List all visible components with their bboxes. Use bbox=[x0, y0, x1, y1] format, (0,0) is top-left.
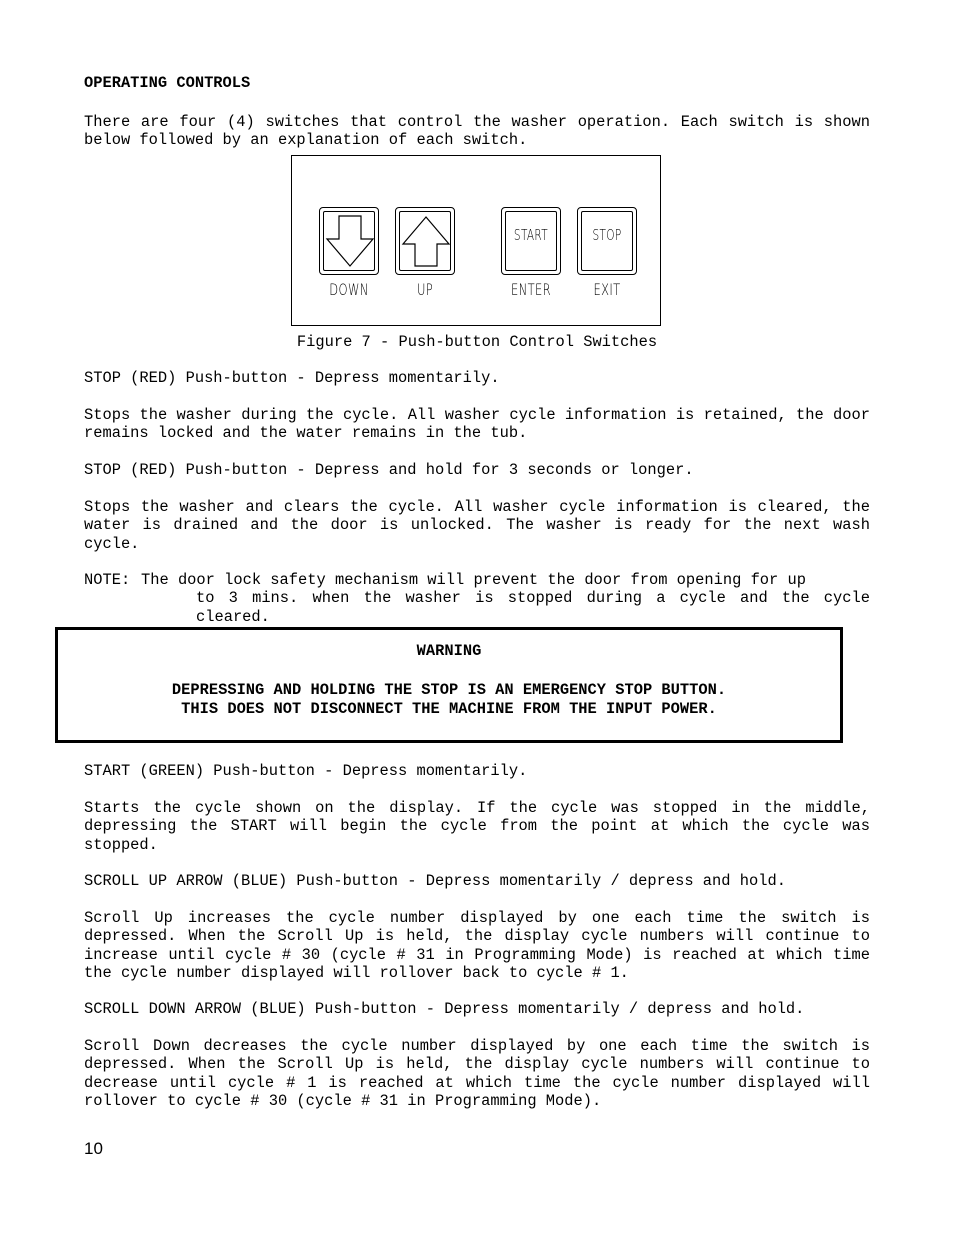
start-button-graphic bbox=[501, 207, 561, 275]
exit-caption: EXIT bbox=[593, 280, 621, 299]
down-button-graphic bbox=[319, 207, 379, 275]
scroll-up-text: Scroll Up increases the cycle number displayed by one each time the switch is depressed. When the Scroll Up is held, the display cycle numbers will continue to increase until cycle # 30 (cycle # 31 in Programming Mode) is reached at which time the cycle number displayed will rollover back to cycle # 1. bbox=[84, 909, 870, 983]
note-line-1: The door lock safety mechanism will prevent the door from opening for up bbox=[141, 571, 806, 589]
stop-button-graphic bbox=[577, 207, 637, 275]
start-heading: START (GREEN) Push-button - Depress momentarily. bbox=[84, 762, 528, 780]
up-button-graphic bbox=[395, 207, 455, 275]
up-arrow-icon bbox=[396, 208, 456, 276]
start-button-face-label: START bbox=[513, 226, 549, 244]
stop-hold-text: Stops the washer and clears the cycle. All washer cycle information is cleared, the water is drained and the door is unlocked. The washer is ready for the next wash cycle. bbox=[84, 498, 870, 553]
warning-line-2: THIS DOES NOT DISCONNECT THE MACHINE FROM THE INPUT POWER. bbox=[181, 700, 717, 718]
up-caption: UP bbox=[416, 280, 434, 299]
note-continuation: to 3 mins. when the washer is stopped during a cycle and the cycle cleared. bbox=[196, 589, 870, 626]
section-heading: OPERATING CONTROLS bbox=[84, 74, 251, 92]
warning-box bbox=[55, 627, 843, 743]
down-caption: DOWN bbox=[329, 280, 369, 299]
warning-line-1: DEPRESSING AND HOLDING THE STOP IS AN EMERGENCY STOP BUTTON. bbox=[171, 681, 727, 699]
note-text bbox=[141, 571, 870, 626]
scroll-down-heading: SCROLL DOWN ARROW (BLUE) Push-button - Depress momentarily / depress and hold. bbox=[84, 1000, 805, 1018]
figure-caption: Figure 7 - Push-button Control Switches bbox=[296, 333, 658, 351]
scroll-up-heading: SCROLL UP ARROW (BLUE) Push-button - Depress momentarily / depress and hold. bbox=[84, 872, 786, 890]
intro-paragraph: There are four (4) switches that control the washer operation. Each switch is shown below followed by an explanation of each switch. bbox=[84, 113, 870, 150]
stop-momentary-text: Stops the washer during the cycle. All washer cycle information is retained, the door remains locked and the water remains in the tub. bbox=[84, 406, 870, 443]
control-switches-figure bbox=[291, 155, 661, 326]
scroll-down-text: Scroll Down decreases the cycle number displayed by one each time the switch is depressed. When the Scroll Up is held, the display cycle numbers will continue to decrease until cycle # 1 is reached at which time the cycle number displayed will rollover to cycle # 30 (cycle # 31 in Programming Mode). bbox=[84, 1037, 870, 1111]
stop-button-face-label: STOP bbox=[592, 226, 622, 244]
start-text: Starts the cycle shown on the display. If the cycle was stopped in the middle, depressing the START will begin the cycle from the point at which the cycle was stopped. bbox=[84, 799, 870, 854]
enter-caption: ENTER bbox=[510, 280, 552, 299]
down-arrow-icon bbox=[320, 208, 380, 276]
warning-title: WARNING bbox=[416, 642, 482, 660]
page-number: 10 bbox=[84, 1139, 103, 1158]
note-label: NOTE: bbox=[84, 571, 131, 589]
stop-momentary-heading: STOP (RED) Push-button - Depress momentarily. bbox=[84, 369, 500, 387]
stop-hold-heading: STOP (RED) Push-button - Depress and hold for 3 seconds or longer. bbox=[84, 461, 694, 479]
